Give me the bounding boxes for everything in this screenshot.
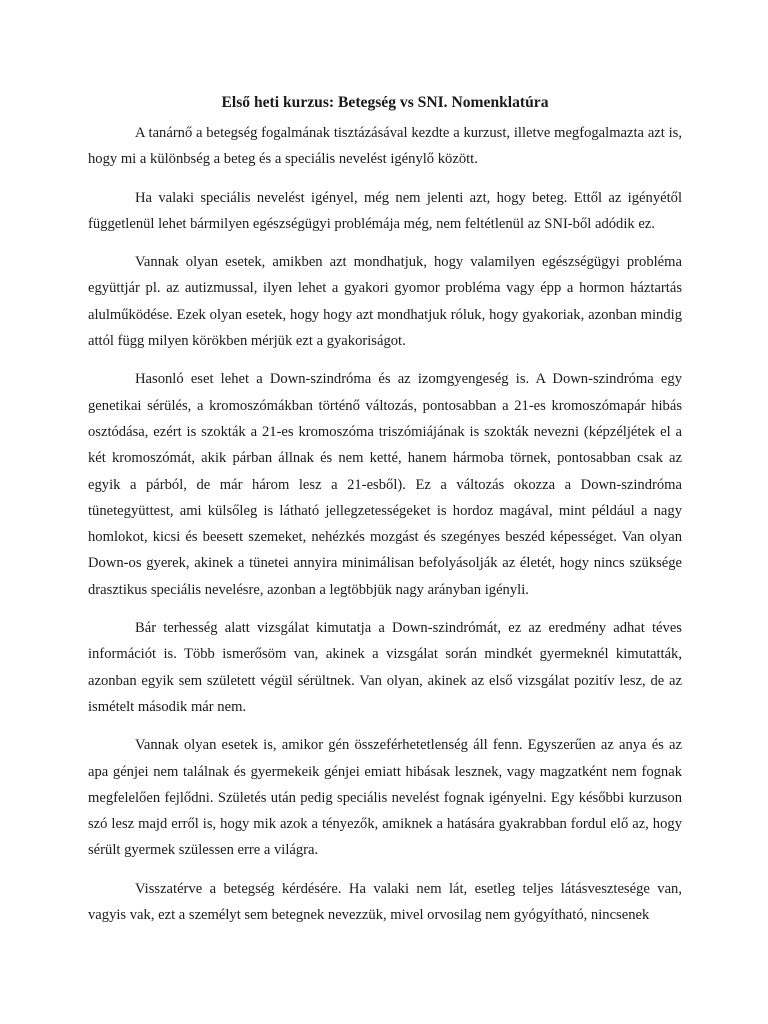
paragraph-3: Vannak olyan esetek, amikben azt mondhatjuk, hogy valamilyen egészségügyi probléma együttjár pl. az autizmussal, ilyen lehet a gyakori gyomor probléma vagy épp a hormon háztartás alulműködése. Ezek olyan esetek, hogy hogy azt mondhatjuk róluk, hogy gyakoriak, azonban mindig attól függ milyen körökben mérjük ezt a gyakoriságot.: [88, 254, 682, 350]
paragraph-6: Vannak olyan esetek is, amikor gén összeférhetetlenség áll fenn. Egyszerűen az anya és az apa génjei nem találnak és gyermekeik génjei emiatt hibásak lesznek, vagy magzatként nem fognak megfelelően fejlődni. Születés után pedig speciális nevelést fognak igényelni. Egy későbbi kurzuson szó lesz majd erről is, hogy mik azok a tényezők, amiknek a hatására gyakrabban fordul elő az, hogy sérült gyermek szülessen erre a világra.: [88, 737, 682, 859]
paragraph-4: Hasonló eset lehet a Down-szindróma és az izomgyengeség is. A Down-szindróma egy genetikai sérülés, a kromoszómákban történő változás, pontosabban a 21-es kromoszómapár hibás osztódása, ezért is szokták a 21-es kromoszóma triszómiájának is szokták nevezni (képzéljétek el a két kromoszómát, akik párban állnak és nem ketté, hanem hármoba törnek, pontosabban csak az egyik a párból, de már három lesz a 21-esből). Ez a változás okozza a Down-szindróma tünetegyüttest, ami külsőleg is látható jellegzetességeket is hordoz magával, mint például a nagy homlokot, kicsi és beesett szemeket, nehézkés mozgást és szegényes beszéd képességet. Van olyan Down-os gyerek, akinek a tünetei annyira minimálisan befolyásolják az életét, hogy nincs szüksége drasztikus speciális nevelésre, azonban a legtöbbjük nagy arányban igényli.: [88, 371, 682, 598]
paragraph-1: A tanárnő a betegség fogalmának tisztázásával kezdte a kurzust, illetve megfogalmazta azt is, hogy mi a különbség a beteg és a speciális nevelést igénylő között.: [88, 125, 682, 168]
paragraph-7: Visszatérve a betegség kérdésére. Ha valaki nem lát, esetleg teljes látásvesztesége van, vagyis vak, ezt a személyt sem betegnek nevezzük, mivel orvosilag nem gyógyítható, nincsenek: [88, 880, 682, 924]
paragraph-5: Bár terhesség alatt vizsgálat kimutatja a Down-szindrómát, ez az eredmény adhat téves információt is. Több ismerősöm van, akinek a vizsgálat során mindkét gyermeknél kimutatták, azonban egyik sem született végül sérültnek. Van olyan, akinek az első vizsgálat pozitív lesz, de az ismételt második már nem.: [88, 620, 682, 715]
document-title: Első heti kurzus: Betegség vs SNI. Nomenklatúra: [221, 94, 549, 111]
paragraph-2: Ha valaki speciális nevelést igényel, még nem jelenti azt, hogy beteg. Ettől az igényétől függetlenül lehet bármilyen egészségügyi problémája még, nem feltétlenül az SNI-ből adódik ez.: [88, 189, 682, 232]
